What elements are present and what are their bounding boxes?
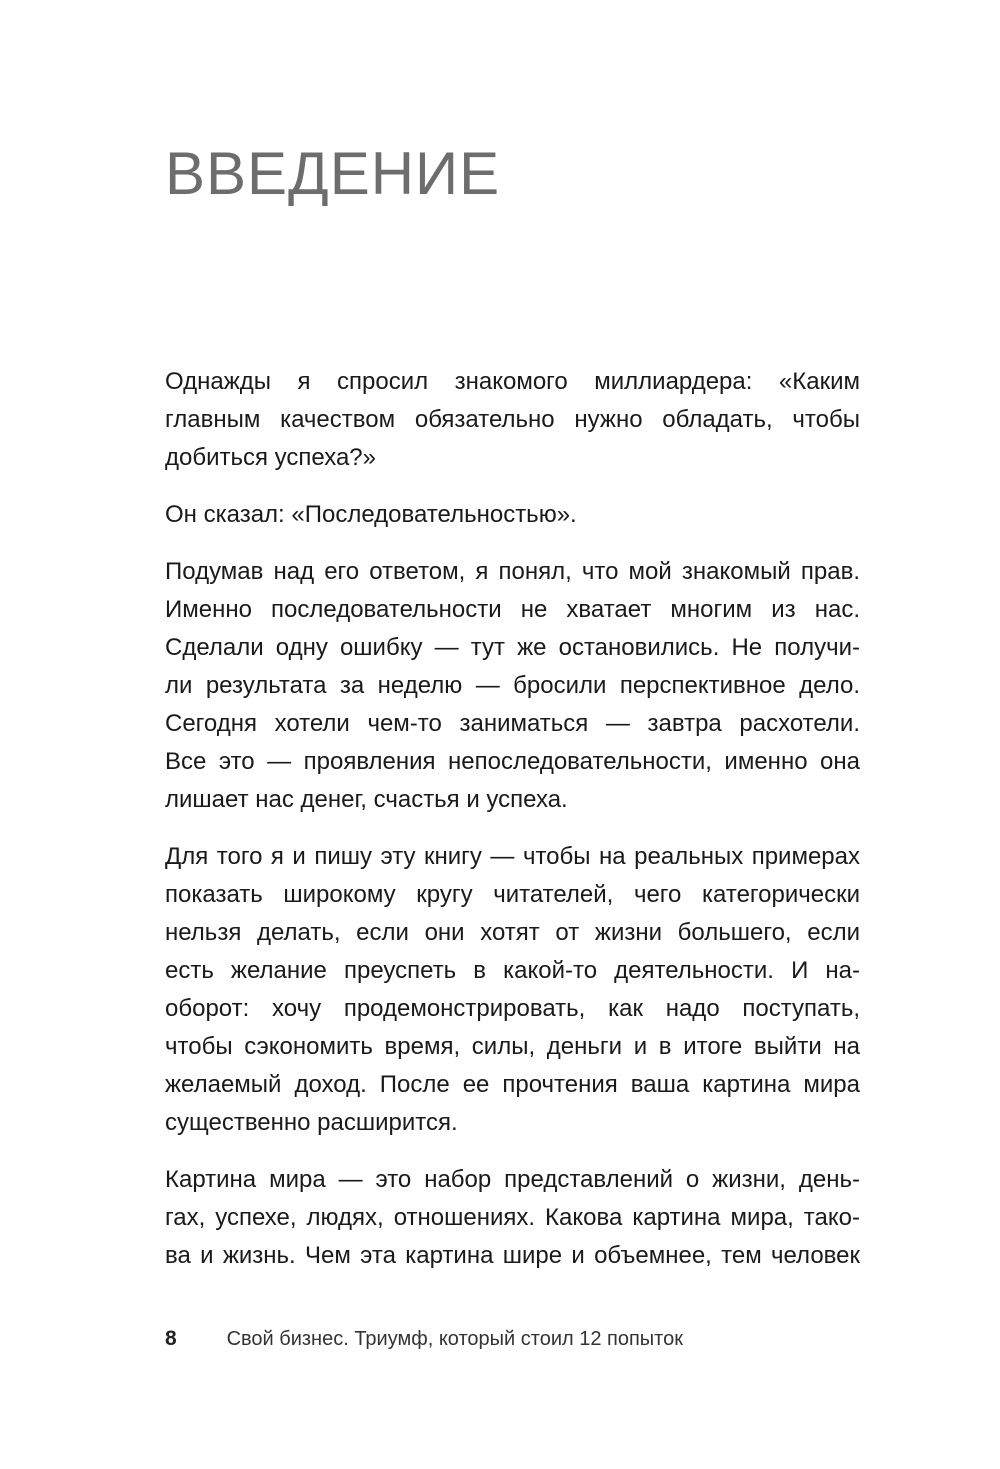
text-line: чтобы сэкономить время, силы, деньги и в итоге выйти на [165, 1033, 860, 1060]
text-line: Сегодня хотели чем-то заниматься — завтра расхотели. [165, 710, 860, 737]
text-line: Для того я и пишу эту книгу — чтобы на реальных примерах [165, 843, 860, 870]
page-footer [165, 1324, 865, 1354]
page-number: 8 [165, 1327, 177, 1350]
chapter-title: ВВЕДЕНИЕ [165, 140, 501, 207]
paragraph [165, 496, 860, 534]
body-text [165, 363, 860, 1294]
text-line: желаемый доход. После ее прочтения ваша картина мира [165, 1071, 860, 1098]
text-line: существенно расширится. [165, 1109, 458, 1136]
text-line: добиться успеха?» [165, 444, 376, 471]
text-line: Все это — проявления непоследовательности, именно она [165, 748, 860, 775]
paragraph [165, 838, 860, 1142]
text-line: ли результата за неделю — бросили перспективное дело. [165, 672, 860, 699]
text-line: главным качеством обязательно нужно обладать, чтобы [165, 406, 860, 433]
text-line: Подумав над его ответом, я понял, что мой знакомый прав. [165, 558, 860, 585]
text-line: Однажды я спросил знакомого миллиардера: «Каким [165, 368, 860, 395]
paragraph [165, 363, 860, 477]
paragraph [165, 1161, 860, 1275]
text-line: есть желание преуспеть в какой-то деятельности. И на- [165, 957, 860, 984]
text-line: показать широкому кругу читателей, чего категорически [165, 881, 860, 908]
text-line: Картина мира — это набор представлений о жизни, день- [165, 1166, 860, 1193]
text-line: лишает нас денег, счастья и успеха. [165, 786, 568, 813]
text-line: оборот: хочу продемонстрировать, как надо поступать, [165, 995, 860, 1022]
text-line: гах, успехе, людях, отношениях. Какова картина мира, тако- [165, 1204, 860, 1231]
text-line: Именно последовательности не хватает многим из нас. [165, 596, 860, 623]
text-line: Сделали одну ошибку — тут же остановились. Не получи- [165, 634, 860, 661]
text-line: Он сказал: «Последовательностью». [165, 501, 577, 528]
text-line: нельзя делать, если они хотят от жизни большего, если [165, 919, 860, 946]
paragraph [165, 553, 860, 819]
text-line: ва и жизнь. Чем эта картина шире и объемнее, тем человек [165, 1242, 860, 1269]
running-title: Свой бизнес. Триумф, который стоил 12 попыток [226, 1328, 683, 1350]
